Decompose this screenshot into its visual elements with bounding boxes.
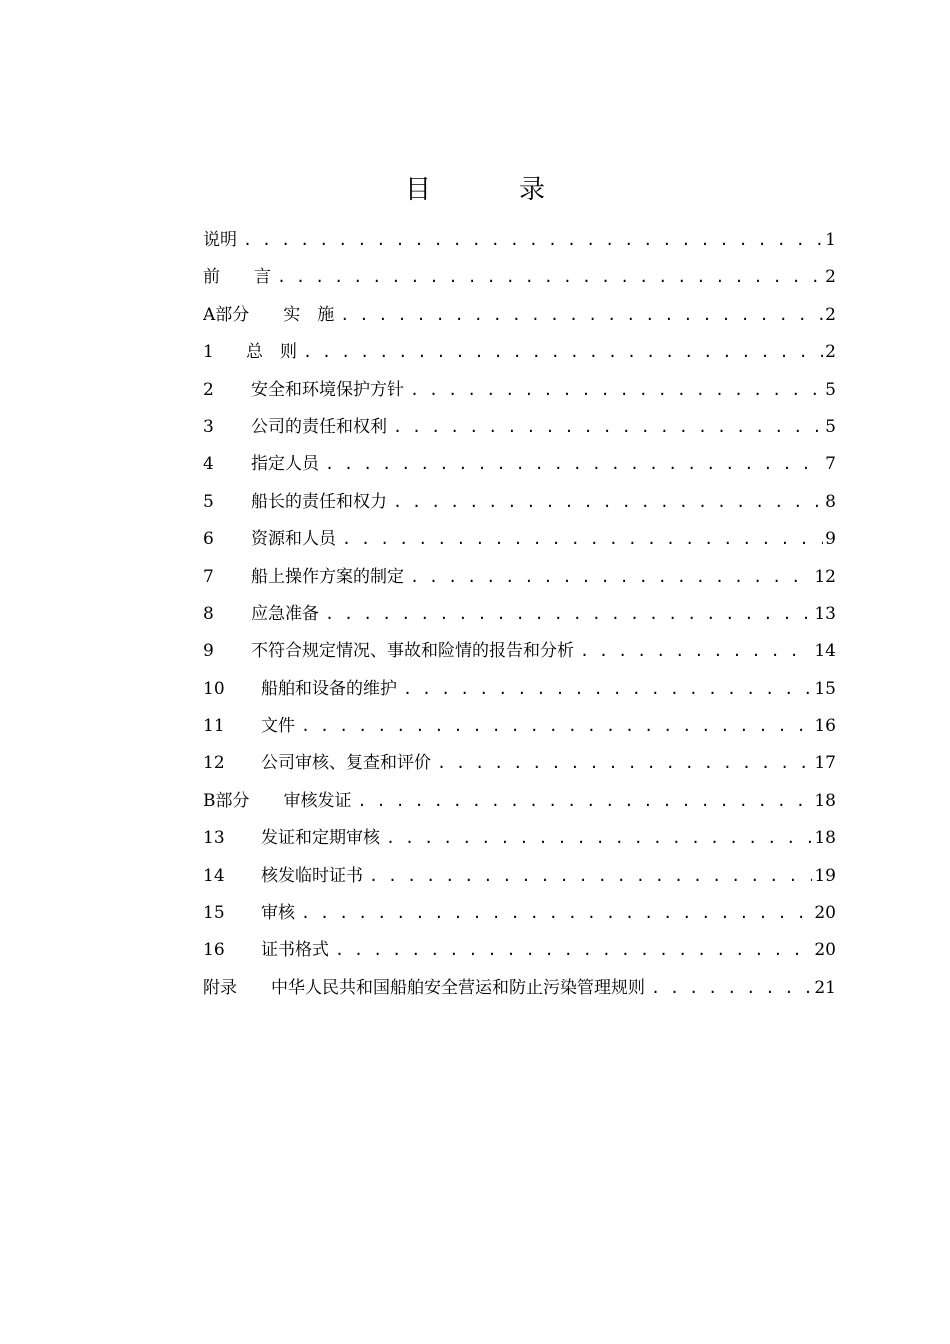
toc-entry[interactable] — [203, 745, 836, 782]
toc-entry-title: 资源和人员 — [251, 529, 336, 550]
toc-entry-title: 船舶和设备的维护 — [261, 678, 397, 699]
toc-entry[interactable] — [203, 858, 836, 895]
toc-entry-number: 11 — [203, 716, 225, 737]
toc-entry-page-number: 19 — [814, 865, 836, 886]
toc-entry-number: 3 — [203, 416, 214, 437]
toc-entry-title: 公司审核、复查和评价 — [261, 753, 431, 774]
toc-entry-page-number: 14 — [814, 641, 836, 662]
toc-entry-page-number: 8 — [825, 491, 836, 512]
toc-entry[interactable] — [203, 259, 836, 296]
toc-entry-title: 核发临时证书 — [261, 865, 363, 886]
toc-entry[interactable] — [203, 820, 836, 857]
toc-dot-leader — [342, 521, 823, 558]
toc-entry-number: 15 — [203, 903, 225, 924]
toc-dot-leader — [403, 671, 812, 708]
toc-entry-title: 文件 — [261, 716, 295, 737]
toc-entry-page-number: 17 — [814, 753, 836, 774]
toc-dot-leader — [358, 783, 813, 820]
toc-entry[interactable] — [203, 297, 836, 334]
toc-entry-title: 前 言 — [203, 267, 271, 288]
toc-dot-leader — [393, 484, 823, 521]
toc-dot-leader — [325, 596, 812, 633]
toc-entry-page-number: 2 — [825, 267, 836, 288]
toc-entry-title: 审核 — [261, 903, 295, 924]
toc-title-char-2: 录 — [519, 175, 546, 205]
toc-entry-page-number: 5 — [825, 416, 836, 437]
toc-entry-number: 6 — [203, 529, 214, 550]
toc-list — [203, 222, 836, 1007]
toc-entry-title: B部分 审核发证 — [203, 790, 352, 811]
toc-entry[interactable] — [203, 446, 836, 483]
toc-entry[interactable] — [203, 334, 836, 371]
toc-entry-page-number: 20 — [814, 903, 836, 924]
toc-entry-number: 16 — [203, 940, 225, 961]
toc-entry[interactable] — [203, 596, 836, 633]
toc-entry-title: 总 则 — [229, 342, 297, 363]
toc-entry-number: 1 — [203, 342, 214, 363]
toc-entry-page-number: 15 — [814, 678, 836, 699]
toc-entry-page-number: 2 — [825, 342, 836, 363]
toc-dot-leader — [335, 932, 812, 969]
toc-entry-page-number: 5 — [825, 379, 836, 400]
toc-entry-title: 安全和环境保护方针 — [251, 379, 404, 400]
toc-entry[interactable] — [203, 484, 836, 521]
toc-entry[interactable] — [203, 970, 836, 1007]
toc-entry-page-number: 16 — [814, 716, 836, 737]
toc-dot-leader — [277, 259, 823, 296]
toc-entry-number: 5 — [203, 491, 214, 512]
toc-entry-title: A部分 实 施 — [203, 304, 335, 325]
toc-entry-title: 船上操作方案的制定 — [251, 566, 404, 587]
toc-entry[interactable] — [203, 559, 836, 596]
toc-dot-leader — [580, 633, 812, 670]
toc-entry[interactable] — [203, 895, 836, 932]
toc-entry[interactable] — [203, 671, 836, 708]
toc-dot-leader — [303, 334, 823, 371]
toc-entry-title: 指定人员 — [251, 454, 319, 475]
toc-entry-title: 发证和定期审核 — [261, 828, 380, 849]
toc-entry-title: 应急准备 — [251, 603, 319, 624]
toc-entry-title: 附录 中华人民共和国船舶安全营运和防止污染管理规则 — [203, 977, 645, 998]
toc-entry-page-number: 18 — [814, 828, 836, 849]
toc-dot-leader — [393, 409, 823, 446]
toc-dot-leader — [369, 858, 812, 895]
toc-dot-leader — [301, 708, 812, 745]
toc-dot-leader — [243, 222, 823, 259]
toc-entry-page-number: 12 — [814, 566, 836, 587]
toc-entry-title: 船长的责任和权力 — [251, 491, 387, 512]
toc-entry-title: 说明 — [203, 230, 237, 250]
toc-entry[interactable] — [203, 932, 836, 969]
toc-entry[interactable] — [203, 633, 836, 670]
toc-entry-title: 不符合规定情况、事故和险情的报告和分析 — [251, 641, 574, 662]
toc-entry[interactable] — [203, 409, 836, 446]
toc-dot-leader — [410, 372, 823, 409]
toc-entry-page-number: 1 — [825, 230, 836, 250]
toc-dot-leader — [651, 970, 812, 1007]
toc-entry-number: 9 — [203, 641, 214, 662]
toc-dot-leader — [301, 895, 812, 932]
toc-entry-number: 2 — [203, 379, 214, 400]
toc-entry[interactable] — [203, 783, 836, 820]
toc-entry[interactable] — [203, 222, 836, 259]
toc-entry[interactable] — [203, 521, 836, 558]
toc-entry-number: 8 — [203, 603, 214, 624]
toc-entry-page-number: 20 — [814, 940, 836, 961]
toc-entry-number: 10 — [203, 678, 225, 699]
toc-entry-number: 13 — [203, 828, 225, 849]
toc-entry-page-number: 18 — [814, 790, 836, 811]
toc-title — [0, 170, 950, 210]
toc-entry-number: 12 — [203, 753, 225, 774]
toc-entry-page-number: 9 — [825, 529, 836, 550]
toc-entry[interactable] — [203, 708, 836, 745]
toc-entry-number: 4 — [203, 454, 214, 475]
toc-entry-number: 14 — [203, 865, 225, 886]
toc-title-char-1: 目 — [404, 175, 431, 205]
toc-entry-page-number: 7 — [825, 454, 836, 475]
toc-dot-leader — [437, 745, 812, 782]
toc-entry-title: 公司的责任和权利 — [251, 416, 387, 437]
toc-dot-leader — [325, 446, 823, 483]
toc-dot-leader — [410, 559, 812, 596]
toc-entry-number: 7 — [203, 566, 214, 587]
toc-dot-leader — [386, 820, 812, 857]
toc-entry-title: 证书格式 — [261, 940, 329, 961]
toc-dot-leader — [340, 297, 823, 334]
toc-entry[interactable] — [203, 372, 836, 409]
toc-entry-page-number: 13 — [814, 603, 836, 624]
toc-entry-page-number: 21 — [814, 977, 836, 998]
toc-entry-page-number: 2 — [825, 304, 836, 325]
